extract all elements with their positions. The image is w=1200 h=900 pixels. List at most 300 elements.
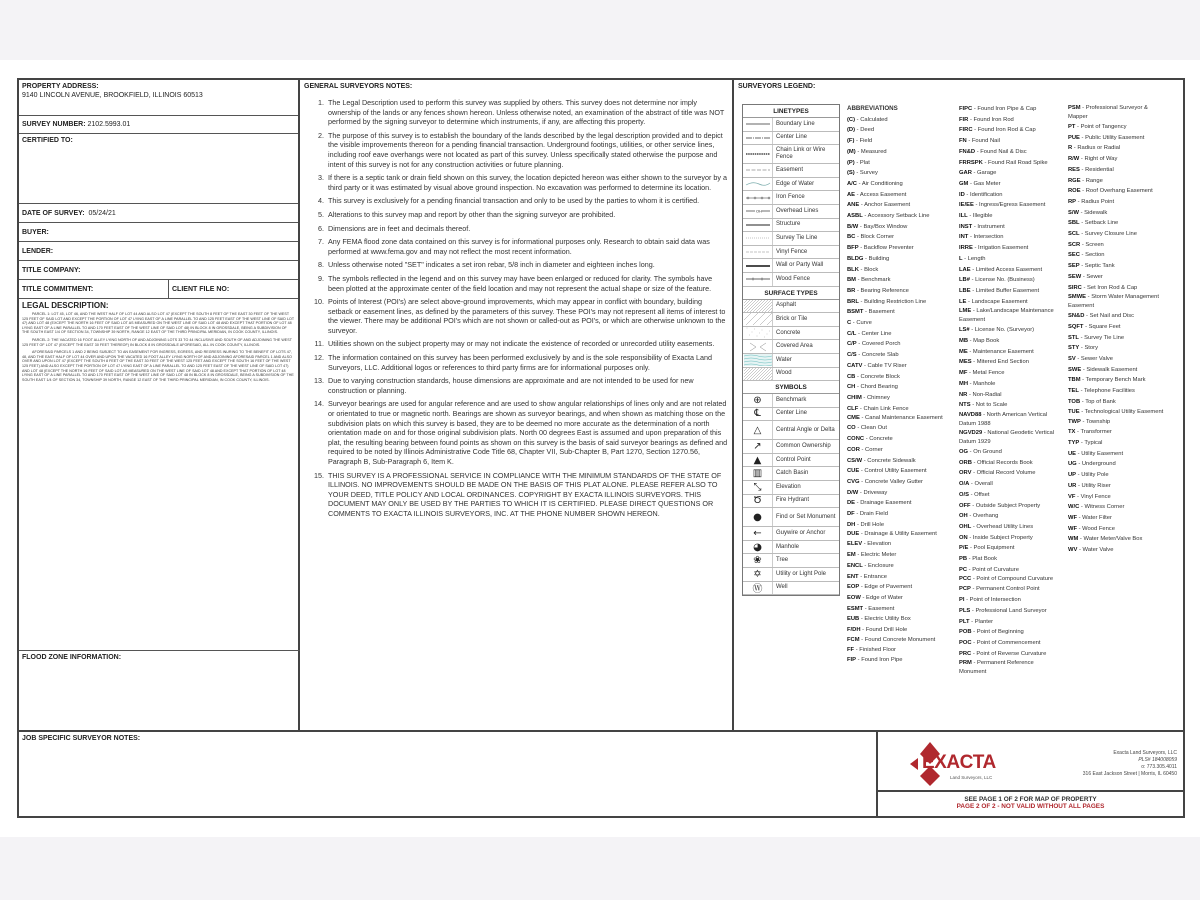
abbreviation-entry: NGVD29 - National Geodetic Vertical Datum 1929 — [959, 429, 1055, 445]
abbreviation-key: C/S — [847, 352, 857, 359]
abbreviation-meaning: Plat — [859, 159, 870, 166]
legend-symbol-row — [743, 467, 839, 481]
abbreviation-meaning: Curve — [856, 320, 872, 327]
abbreviation-meaning: Finished Floor — [859, 646, 896, 653]
date-of-survey-cell — [19, 204, 298, 223]
abbreviations-column-1 — [847, 104, 952, 666]
abbreviation-key: CHIM — [847, 394, 862, 401]
abbreviation-entry: STY - Story — [1068, 345, 1098, 352]
abbreviation-entry: FIPC - Found Iron Pipe & Cap — [959, 106, 1037, 112]
abbreviation-key: P/E — [959, 545, 969, 552]
lender-label: LENDER: — [22, 247, 54, 255]
property-address-cell — [19, 80, 298, 116]
abbreviation-key: (F) — [847, 138, 855, 145]
abbreviation-key: FRRSPK — [959, 159, 983, 166]
abbreviation-meaning: National Geodetic Vertical Datum 1929 — [959, 429, 1055, 445]
abbreviation-key: NGVD29 — [959, 429, 983, 436]
note-number: 5. — [318, 209, 324, 219]
abbreviation-entry: ROE - Roof Overhang Easement — [1068, 188, 1153, 195]
abbreviation-entry: OH - Overhang — [959, 513, 999, 520]
abbreviation-key: SQFT — [1068, 323, 1084, 330]
abbreviation-meaning: On Ground — [973, 448, 1002, 455]
date-of-survey-label: DATE OF SURVEY: — [22, 209, 85, 217]
abbreviation-key: BSMT — [847, 309, 864, 316]
abbreviation-entry: GM - Gas Meter — [959, 180, 1001, 187]
legend-label: Survey Tie Line — [776, 234, 818, 241]
abbreviation-key: FF — [847, 646, 855, 653]
abbreviation-entry: P/E - Pool Equipment — [959, 545, 1015, 552]
certified-to-label: CERTIFIED TO: — [22, 137, 73, 144]
abbreviation-meaning: Electric Meter — [860, 552, 897, 559]
abbreviation-entry: A/C - Air Conditioning — [847, 180, 903, 187]
abbreviation-meaning: Professional Land Surveyor — [975, 607, 1047, 614]
abbreviation-entry: ID - Identification — [959, 191, 1003, 198]
abbreviation-meaning: Backflow Preventer — [863, 245, 914, 252]
legend-linetype-row — [743, 191, 839, 205]
abbreviation-key: DUE — [847, 531, 860, 538]
abbreviation-key: UP — [1068, 472, 1077, 479]
water-hatch-icon — [743, 354, 773, 367]
abbreviation-entry: CVG - Concrete Valley Gutter — [847, 478, 923, 485]
boundary-line-icon — [743, 118, 773, 131]
abbreviation-meaning: Drainage Easement — [860, 500, 912, 507]
abbreviation-entry: SEP - Septic Tank — [1068, 263, 1115, 270]
legend-symbol-row — [743, 554, 839, 568]
abbreviation-meaning: Intersection — [973, 234, 1004, 241]
abbreviation-key: ROE — [1068, 188, 1081, 195]
abbreviation-meaning: Utility Easement — [1081, 450, 1124, 457]
note-number: 11. — [314, 339, 324, 349]
abbreviation-key: OFF — [959, 502, 971, 509]
abbreviation-entry: (P) - Plat — [847, 159, 870, 166]
legend-symbol-row — [743, 454, 839, 468]
abbreviation-key: NR — [959, 391, 968, 398]
abbreviation-entry: FF - Finished Floor — [847, 646, 896, 653]
legend-symbol-row — [743, 527, 839, 541]
abbreviation-meaning: Radius or Radial — [1077, 145, 1121, 152]
symbols-heading: SYMBOLS — [743, 381, 839, 394]
abbreviation-key: ENT — [847, 573, 859, 580]
abbreviation-key: ILL — [959, 213, 968, 220]
abbreviation-key: ORV — [959, 470, 972, 477]
property-address-value: 9140 LINCOLN AVENUE, BROOKFIELD, ILLINOIS 60513 — [22, 92, 203, 99]
flood-zone-label: FLOOD ZONE INFORMATION: — [22, 654, 122, 661]
abbreviation-meaning: Accessory Setback Line — [867, 213, 930, 220]
abbreviation-meaning: Permanent Reference Monument — [959, 660, 1034, 676]
abbreviation-key: MB — [959, 338, 969, 345]
abbreviation-meaning: Survey Tie Line — [1084, 334, 1125, 341]
abbreviation-entry: DE - Drainage Easement — [847, 500, 912, 507]
abbreviation-key: (M) — [847, 148, 856, 155]
abbreviation-meaning: Point of Tangency — [1080, 124, 1127, 130]
easement-line-icon — [743, 164, 773, 177]
abbreviation-meaning: Sewer — [1086, 273, 1103, 280]
brick-hatch-icon — [743, 313, 773, 326]
abbreviation-key: BR — [847, 287, 856, 294]
abbreviation-meaning: Center Line — [861, 330, 892, 337]
abbreviation-meaning: Electric Utility Box — [864, 616, 911, 623]
center-line-icon — [743, 132, 773, 145]
general-note-item — [304, 196, 728, 206]
abbreviation-entry: INST - Instrument — [959, 223, 1005, 230]
wood-fence-icon — [743, 273, 773, 286]
abbreviation-key: SEP — [1068, 263, 1080, 270]
abbreviation-meaning: Mitered End Section — [976, 359, 1029, 366]
abbreviation-key: FIPC — [959, 106, 973, 112]
abbreviation-key: INST — [959, 223, 973, 230]
abbreviation-meaning: Survey Closure Line — [1084, 231, 1137, 238]
general-note-item — [304, 210, 728, 220]
legend-linetype-row — [743, 164, 839, 178]
legend-label: Central Angle or Delta — [776, 426, 835, 433]
certified-to-cell — [19, 134, 298, 204]
common-ownership-icon: ↗ — [743, 440, 773, 453]
note-number: 3. — [318, 173, 324, 183]
title-commitment-label: TITLE COMMITMENT: — [19, 280, 169, 298]
abbreviation-meaning: Planter — [974, 618, 994, 625]
abbreviation-key: SN&D — [1068, 313, 1085, 320]
abbreviation-meaning: Building Restriction Line — [864, 298, 927, 305]
abbreviation-entry: F/DH - Found Drill Hole — [847, 627, 908, 634]
abbreviation-meaning: Drain Field — [859, 511, 888, 518]
abbreviation-meaning: Canal Maintenance Easement — [865, 415, 943, 422]
abbreviation-key: C/P — [847, 341, 857, 348]
abbreviation-meaning: Storm Water Management Easement — [1068, 294, 1159, 310]
general-note-item — [304, 224, 728, 234]
abbreviation-key: CVG — [847, 478, 860, 485]
abbreviation-key: PRC — [959, 650, 972, 657]
abbreviation-entry: FIR - Found Iron Rod — [959, 116, 1014, 123]
note-text: This survey is exclusively for a pending financial transaction and only to be used by the parties to whom it is certified. — [328, 196, 700, 206]
legend-title: SURVEYORS LEGEND: — [738, 83, 816, 90]
abbreviation-entry: ENCL - Enclosure — [847, 562, 894, 569]
abbreviation-meaning: Overall — [974, 481, 993, 488]
abbreviation-key: EOP — [847, 584, 860, 591]
abbreviation-entry: CONC - Concrete — [847, 436, 893, 443]
legend-symbol-row — [743, 495, 839, 509]
abbreviation-key: PRM — [959, 660, 972, 667]
abbreviation-meaning: Found Nail & Disc — [980, 148, 1027, 155]
abbreviation-key: VF — [1068, 493, 1076, 500]
abbreviation-key: FIR — [959, 116, 969, 123]
abbreviation-key: LME — [959, 308, 972, 315]
abbreviation-entry: LBE - Limited Buffer Easement — [959, 287, 1040, 294]
note-text: Dimensions are in feet and decimals thereof. — [328, 223, 471, 233]
abbreviation-key: PC — [959, 566, 968, 573]
abbreviation-entry: BFP - Backflow Preventer — [847, 245, 914, 252]
legend-surface-row — [743, 368, 839, 382]
legal-paragraph: PARCEL 2: THE VACATED 16 FOOT ALLEY LYING NORTH OF AND ADJOINING LOTS 33 TO 44 INCLUSIVE AND SOUTH OF AND ADJOINING THE WEST 125 FEET OF LOT 47 (EXCEPT THE EAST 30 FEET THEREOF) IN BLOCK 8 IN GROSSDALE AFORESAID, ALL IN COOK COUNTY, ILLINOIS. — [22, 337, 292, 347]
abbreviation-entry: TUE - Technological Utility Easement — [1068, 408, 1164, 415]
abbreviation-entry: TBM - Temporary Bench Mark — [1068, 377, 1146, 384]
abbreviation-entry: SIRC - Set Iron Rod & Cap — [1068, 284, 1138, 291]
abbreviation-key: GAR — [959, 170, 972, 177]
general-notes-title: GENERAL SURVEYORS NOTES: — [304, 83, 413, 90]
abbreviation-key: POC — [959, 639, 972, 646]
abbreviation-entry: SN&D - Set Nail and Disc — [1068, 313, 1135, 320]
benchmark-icon: ⊕ — [743, 394, 773, 407]
abbreviation-meaning: Elevation — [867, 541, 892, 548]
abbreviation-key: RP — [1068, 198, 1077, 205]
abbreviation-key: (D) — [847, 127, 856, 134]
abbreviation-entry: CUE - Control Utility Easement — [847, 468, 927, 475]
wall-line-icon — [743, 259, 773, 272]
abbreviation-entry: PC - Point of Curvature — [959, 566, 1019, 573]
abbreviation-entry: ANE - Anchor Easement — [847, 202, 911, 209]
note-text: Any FEMA flood zone data contained on this survey is for informational purposes only. Research to obtain said data was performed at www.fema.gov and may not reflect the most recent information. — [328, 237, 710, 256]
legend-surface-row — [743, 354, 839, 368]
abbreviation-key: S/W — [1068, 209, 1079, 216]
abbreviation-entry: DUE - Drainage & Utility Easement — [847, 531, 937, 538]
abbreviation-key: ENCL — [847, 562, 863, 569]
wood-hatch-icon — [743, 368, 773, 381]
abbreviation-key: TBM — [1068, 377, 1081, 384]
abbreviation-key: B/W — [847, 223, 859, 230]
note-text: Alterations to this survey map and report by other than the signing surveyor are prohibited. — [328, 209, 616, 219]
abbreviation-entry: SEC - Section — [1068, 252, 1105, 259]
abbreviation-entry: WM - Water Meter/Valve Box — [1068, 536, 1143, 543]
abbreviation-entry: BM - Benchmark — [847, 277, 891, 284]
general-notes-list — [304, 98, 728, 519]
abbreviation-entry: INT - Intersection — [959, 234, 1004, 241]
abbreviation-key: ELEV — [847, 541, 863, 548]
abbreviation-entry: LB# - License No. (Business) — [959, 277, 1035, 284]
general-note-item — [304, 353, 728, 372]
abbreviation-key: DF — [847, 511, 855, 518]
tree-icon: ❀ — [743, 554, 773, 567]
abbreviation-meaning: Landscape Easement — [971, 298, 1028, 305]
abbreviation-key: AE — [847, 191, 856, 198]
abbreviation-entry: BR - Bearing Reference — [847, 287, 909, 294]
abbreviation-meaning: Anchor Easement — [864, 202, 911, 209]
abbreviation-entry: IRRE - Irrigation Easement — [959, 245, 1029, 252]
abbreviation-entry: ORB - Official Records Book — [959, 459, 1033, 466]
abbreviation-meaning: Technological Utility Easement — [1084, 408, 1164, 415]
abbreviation-key: OG — [959, 448, 969, 455]
abbreviation-key: WF — [1068, 514, 1078, 521]
abbreviation-key: ME — [959, 348, 968, 355]
general-note-item — [304, 339, 728, 349]
abbreviation-key: IRRE — [959, 245, 973, 252]
abbreviation-key: BRL — [847, 298, 859, 305]
abbreviation-meaning: Illegible — [972, 213, 993, 220]
abbreviation-meaning: Range — [1085, 177, 1103, 184]
iron-fence-icon — [743, 191, 773, 204]
abbreviation-entry: ASBL - Accessory Setback Line — [847, 213, 930, 220]
survey-sheet-frame — [17, 78, 1185, 818]
abbreviation-entry: AE - Access Easement — [847, 191, 907, 198]
abbreviation-entry: COR - Corner — [847, 446, 883, 453]
note-number: 14. — [314, 399, 324, 409]
abbreviation-meaning: Covered Porch — [861, 341, 901, 348]
abbreviation-entry: CO - Clean Out — [847, 425, 887, 432]
abbreviation-entry: O/S - Offset — [959, 491, 990, 498]
abbreviation-meaning: Professional Surveyor & Mapper — [1068, 105, 1148, 120]
property-info-column — [19, 80, 300, 730]
company-contact — [1083, 750, 1177, 778]
abbreviation-key: SCL — [1068, 231, 1080, 238]
legend-label: Common Ownership — [776, 443, 831, 450]
legend-label: Guywire or Anchor — [776, 530, 826, 537]
abbreviation-key: TWP — [1068, 418, 1081, 425]
abbreviation-key: L — [959, 255, 963, 262]
abbreviation-key: SBL — [1068, 220, 1080, 227]
abbreviation-meaning: Concrete — [869, 436, 893, 443]
abbreviation-key: O/A — [959, 481, 970, 488]
abbreviation-key: SCR — [1068, 241, 1081, 248]
abbreviation-meaning: Vinyl Fence — [1080, 493, 1111, 500]
surveyors-legend — [734, 80, 1183, 730]
abbreviation-meaning: Block — [864, 266, 879, 273]
abbreviation-meaning: Story — [1084, 345, 1098, 352]
legend-label: Elevation — [776, 483, 801, 490]
legend-label: Wood Fence — [776, 275, 810, 282]
abbreviation-meaning: Sewer Valve — [1080, 356, 1114, 363]
abbreviation-key: BC — [847, 234, 856, 241]
abbreviation-entry: UE - Utility Easement — [1068, 450, 1124, 457]
chain-link-fence-icon — [743, 145, 773, 163]
legend-label: Utility or Light Pole — [776, 570, 827, 577]
abbreviation-entry: LE - Landscape Easement — [959, 298, 1028, 305]
abbreviation-meaning: Set Iron Rod & Cap — [1087, 284, 1138, 291]
abbreviation-entry: (C) - Calculated — [847, 116, 888, 123]
abbreviation-meaning: Lake/Landscape Maintenance Easement — [959, 308, 1054, 324]
abbreviation-key: INT — [959, 234, 969, 241]
abbreviation-entry: (M) - Measured — [847, 148, 887, 155]
legend-label: Center Line — [776, 410, 808, 417]
abbreviation-meaning: Drainage & Utility Easement — [864, 531, 937, 538]
legal-description — [19, 299, 298, 387]
abbreviation-key: LBE — [959, 287, 971, 294]
abbreviation-meaning: Transformer — [1080, 429, 1112, 436]
legend-linetype-row — [743, 118, 839, 132]
abbreviation-entry: GAR - Garage — [959, 170, 997, 177]
abbreviation-meaning: Metal Fence — [972, 370, 1005, 377]
abbreviation-entry: SQFT - Square Feet — [1068, 323, 1121, 330]
job-specific-notes-label: JOB SPECIFIC SURVEYOR NOTES: — [22, 735, 141, 742]
elevation-icon: ⤡ — [743, 481, 773, 494]
abbreviation-meaning: Field — [859, 138, 873, 145]
abbreviation-entry: SMWE - Storm Water Management Easement — [1068, 294, 1159, 310]
abbreviation-meaning: Concrete Sidewalk — [867, 457, 916, 464]
abbreviation-entry: BRL - Building Restriction Line — [847, 298, 927, 305]
abbreviation-meaning: Garage — [977, 170, 997, 177]
abbreviation-meaning: Section — [1085, 252, 1105, 259]
abbreviation-entry: BC - Block Corner — [847, 234, 895, 241]
note-number: 2. — [318, 130, 324, 140]
note-number: 8. — [318, 260, 324, 270]
abbreviation-meaning: Limited Access Easement — [975, 266, 1043, 273]
abbreviation-entry: SCR - Screen — [1068, 241, 1104, 248]
abbreviation-key: O/S — [959, 491, 969, 498]
abbreviation-entry: MH - Manhole — [959, 380, 996, 387]
flood-zone-cell — [19, 650, 300, 730]
abbreviation-meaning: Outside Subject Property — [975, 502, 1041, 509]
abbreviation-meaning: Calculated — [860, 116, 888, 123]
abbreviation-key: IE/EE — [959, 202, 974, 209]
overhead-lines-icon — [743, 205, 773, 218]
legend-label: Easement — [776, 166, 804, 173]
abbreviation-entry: WF - Wood Fence — [1068, 525, 1115, 532]
abbreviation-key: ASBL — [847, 213, 863, 220]
general-note-item — [304, 98, 728, 127]
abbreviation-meaning: Chord Bearing — [860, 384, 898, 391]
abbreviation-meaning: Overhang — [972, 513, 999, 520]
abbreviation-meaning: Overhead Utility Lines — [976, 523, 1034, 530]
abbreviation-key: CUE — [847, 468, 860, 475]
abbreviation-key: MF — [959, 370, 968, 377]
abbreviation-key: R/W — [1068, 156, 1080, 163]
abbreviation-entry: CS/W - Concrete Sidewalk — [847, 457, 916, 464]
note-text: The purpose of this survey is to establish the boundary of the lands described by the legal description provided and to depict the visible improvements thereon for a pending financial transaction. Underground footings, utilities, or other service lines, including roof eave overhangs were not located as part of this survey. Unless specifically stated otherwise the purpose and intent of this survey is not for any construction activities or future planning. — [328, 130, 723, 169]
abbreviation-meaning: Found Drill Hole — [865, 627, 908, 634]
company-address: 316 East Jackson Street | Morris, IL 60450 — [1082, 771, 1177, 777]
abbreviation-meaning: Survey — [859, 170, 878, 177]
legend-label: Brick or Tile — [776, 315, 808, 322]
abbreviation-key: GM — [959, 180, 969, 187]
legend-label: Wood — [776, 370, 792, 377]
abbreviation-key: STY — [1068, 345, 1080, 352]
abbreviation-key: ID — [959, 191, 965, 198]
abbreviation-meaning: Irrigation Easement — [978, 245, 1029, 252]
note-number: 9. — [318, 273, 324, 283]
abbreviation-entry: FIP - Found Iron Pipe — [847, 657, 903, 664]
abbreviation-meaning: Setback Line — [1084, 220, 1119, 227]
abbreviation-entry: POB - Point of Beginning — [959, 629, 1024, 636]
abbreviation-entry: B/W - Bay/Box Window — [847, 223, 908, 230]
abbreviation-entry: EM - Electric Meter — [847, 552, 897, 559]
abbreviation-meaning: Concrete Valley Gutter — [864, 478, 923, 485]
note-text: The Legal Description used to perform this survey was supplied by others. This survey does not determine nor imply ownership of the lands or any fences shown hereon. Unless otherwise noted, an examination of the abstract of title was NOT performed by the signing surveyor to determine which instruments, if any, are affecting this property. — [328, 98, 725, 127]
abbreviation-meaning: Utility Riser — [1081, 482, 1111, 489]
abbreviation-meaning: Permanent Control Point — [976, 586, 1040, 593]
abbreviation-meaning: License No. (Surveyor) — [974, 327, 1035, 334]
fire-hydrant-icon: Ծ — [743, 495, 773, 508]
abbreviation-entry: TWP - Township — [1068, 418, 1111, 425]
abbreviation-entry: VF - Vinyl Fence — [1068, 493, 1111, 500]
legend-surface-row — [743, 327, 839, 341]
abbreviation-meaning: Ingress/Egress Easement — [978, 202, 1046, 209]
abbreviation-key: PB — [959, 556, 968, 563]
abbreviation-meaning: Clean Out — [860, 425, 887, 432]
abbreviation-entry: PI - Point of Intersection — [959, 597, 1021, 604]
abbreviation-meaning: Not to Scale — [975, 402, 1008, 409]
abbreviation-meaning: Enclosure — [867, 562, 894, 569]
note-number: 7. — [318, 237, 324, 247]
abbreviation-meaning: Point of Intersection — [969, 597, 1021, 604]
abbreviation-meaning: Benchmark — [861, 277, 891, 284]
abbreviation-meaning: Plat Book — [972, 556, 998, 563]
abbreviation-key: FN — [959, 138, 967, 145]
abbreviation-entry: CATV - Cable TV Riser — [847, 362, 907, 369]
general-note-item — [304, 376, 728, 395]
viewer-top-band — [0, 0, 1200, 60]
abbreviation-entry: C/S - Concrete Slab — [847, 352, 899, 359]
manhole-icon: ◕ — [743, 541, 773, 554]
legend-symbol-row — [743, 408, 839, 422]
abbreviation-entry: ELEV - Elevation — [847, 541, 892, 548]
lender-cell — [19, 242, 298, 261]
abbreviation-meaning: Entrance — [863, 573, 887, 580]
note-text: Utilities shown on the subject property may or may not indicate the existence of recorded or unrecorded utility easements. — [328, 339, 715, 349]
abbreviation-meaning: Inside Subject Property — [972, 534, 1033, 541]
client-file-label: CLIENT FILE NO: — [172, 285, 230, 293]
abbreviation-entry: UG - Underground — [1068, 461, 1116, 468]
abbreviation-key: SV — [1068, 356, 1076, 363]
abbreviation-entry: LS# - License No. (Surveyor) — [959, 327, 1035, 334]
edge-of-water-icon — [743, 178, 773, 191]
legend-linetype-row — [743, 232, 839, 246]
